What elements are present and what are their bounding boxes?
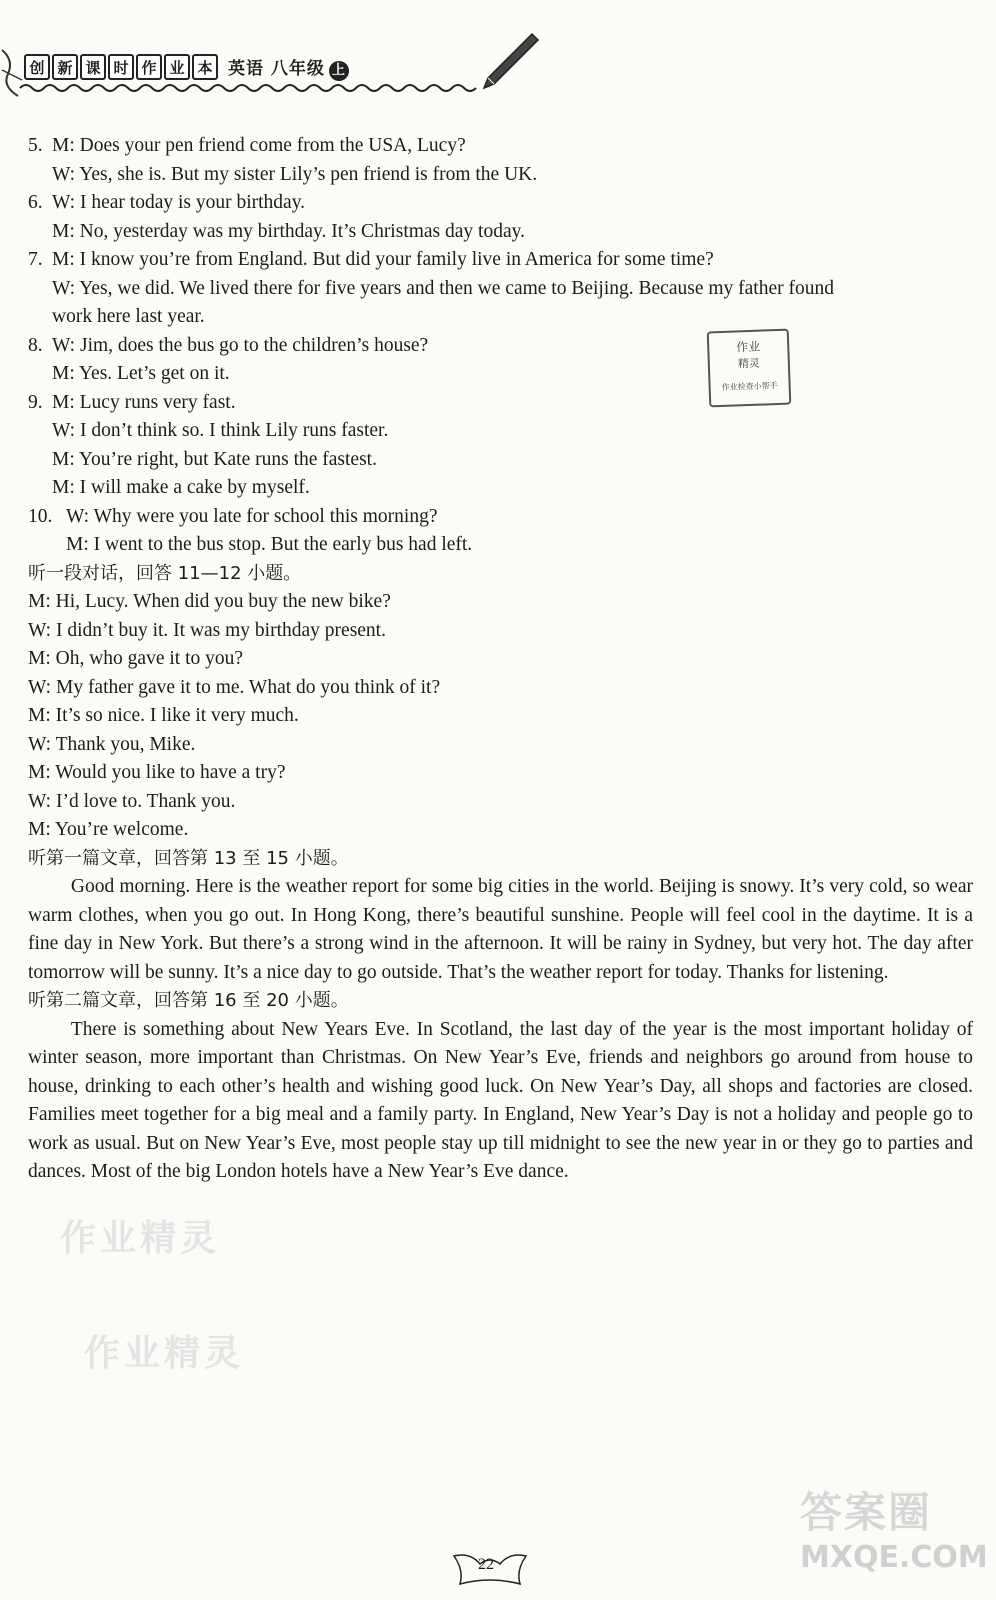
series-title: [24, 54, 218, 80]
series-char: 业: [164, 54, 190, 80]
series-char: 时: [108, 54, 134, 80]
passage-new-years-eve: There is something about New Years Eve. In Scotland, the last day of the year is the most important holiday of winter season, more important than Christmas. On New Year’s Eve, friends and neighbors go around from house to house, drinking to each other’s health and wishing good luck. On New Year’s Day, all shops and factories are closed. Families meet together for a big meal and a family party. In England, New Year’s Day is not a holiday and people go to work as usual. But on New Year’s Eve, most people stay up till midnight to see the new year in or they go to parties and dances. Most of the big London hotels have a New Year’s Eve dance.: [28, 1018, 973, 1182]
item-number: 10.: [28, 505, 53, 527]
dialogue-line: M: Lucy runs very fast.: [52, 391, 236, 413]
dialogue-7: [28, 246, 973, 332]
item-number: 9.: [28, 391, 43, 413]
dialogue-line: M: I went to the bus stop. But the early bus had left.: [66, 534, 473, 555]
dialogue-line: M: Would you like to have a try?: [28, 762, 286, 783]
dialogue-5: [28, 132, 973, 189]
item-number: 5.: [28, 135, 43, 156]
stamp-line: 精灵: [737, 356, 761, 371]
series-char: 创: [24, 54, 50, 80]
dialogue-line: M: Does your pen friend come from the USA, Lucy?: [52, 135, 466, 156]
subject-grade: [228, 54, 349, 81]
dialogue-line: W: Yes, we did. We lived there for five years and then we came to Beijing. Because my father found: [52, 277, 834, 299]
page-header: [0, 0, 996, 110]
page-number: 22: [478, 1556, 494, 1573]
dialogue-line: M: I will make a cake by myself.: [52, 477, 310, 498]
dialogue-line: W: Yes, she is. But my sister Lily’s pen friend is from the UK.: [52, 163, 538, 185]
dialogue-line: M: Oh, who gave it to you?: [28, 648, 244, 669]
dialogue-line: W: I don’t think so. I think Lily runs faster.: [52, 420, 389, 441]
series-char: 课: [80, 54, 106, 80]
series-char: 作: [136, 54, 162, 80]
dialogue-line: W: I didn’t buy it. It was my birthday present.: [28, 619, 386, 641]
dialogue-line: W: Jim, does the bus go to the children’s house?: [52, 334, 429, 356]
stamp-line: 作业: [736, 339, 761, 355]
site-watermark: [800, 1480, 988, 1590]
dialogue-8: [28, 332, 973, 389]
faint-watermark: 作业精灵: [60, 1218, 221, 1259]
section-heading: 听第二篇文章，回答第 16 至 20 小题。: [28, 990, 349, 1011]
faint-watermark: 作业精灵: [84, 1333, 245, 1374]
stamp-line: 作业检查小帮手: [721, 381, 778, 392]
passage-weather-report: Good morning. Here is the weather report for some big cities in the world. Beijing is snowy. It’s very cold, so wear warm clothes, when you go out. In Hong Kong, there’s beautiful sunshine. People will feel cool in the daytime. It is a fine day in New York. But there’s a strong wind in the afternoon. It will be rainy in Sydney, but very hot. The day after tomorrow will be sunny. It’s a nice day to go outside. That’s the weather report for today. Thanks for listening.: [28, 876, 973, 983]
dialogue-line: W: My father gave it to me. What do you think of it?: [28, 676, 441, 698]
section-heading: 听第一篇文章，回答第 13 至 15 小题。: [28, 847, 349, 869]
site-watermark-url: MXQE.COM: [800, 1540, 988, 1575]
site-watermark-text: 答案圈: [800, 1488, 933, 1537]
dialogue-line: work here last year.: [52, 306, 205, 327]
series-char: 本: [192, 54, 218, 80]
page-content: [28, 132, 973, 1187]
dialogue-9: [28, 389, 973, 503]
dialogue-line: M: You’re welcome.: [28, 819, 189, 840]
dialogue-line: M: I know you’re from England. But did your family live in America for some time?: [52, 249, 714, 270]
dialogue-line: M: Yes. Let’s get on it.: [52, 363, 230, 384]
homework-stamp: [707, 329, 792, 408]
subject: 英语: [228, 59, 264, 79]
dialogue-10: [28, 503, 973, 560]
dialogue-line: M: You’re right, but Kate runs the fastest.: [52, 448, 377, 470]
pen-icon: [480, 30, 540, 90]
dialogue-line: M: Hi, Lucy. When did you buy the new bike?: [28, 591, 391, 612]
dialogue-line: M: It’s so nice. I like it very much.: [28, 705, 299, 726]
item-number: 7.: [28, 249, 43, 270]
conversation-11-12: [28, 588, 973, 845]
grade: 八年级: [270, 59, 325, 79]
dialogue-6: [28, 189, 973, 246]
dialogue-line: W: Thank you, Mike.: [28, 733, 196, 755]
dialogue-line: W: Why were you late for school this morning?: [66, 505, 438, 527]
dialogue-line: W: I hear today is your birthday.: [52, 192, 306, 213]
item-number: 8.: [28, 334, 43, 356]
series-char: 新: [52, 54, 78, 80]
item-number: 6.: [28, 192, 43, 213]
volume-badge: 上: [329, 61, 349, 81]
dialogue-line: M: No, yesterday was my birthday. It’s Christmas day today.: [52, 220, 525, 242]
dialogue-line: W: I’d love to. Thank you.: [28, 790, 236, 812]
section-heading: 听一段对话，回答 11—12 小题。: [28, 562, 302, 584]
header-wave-line: [0, 78, 520, 98]
